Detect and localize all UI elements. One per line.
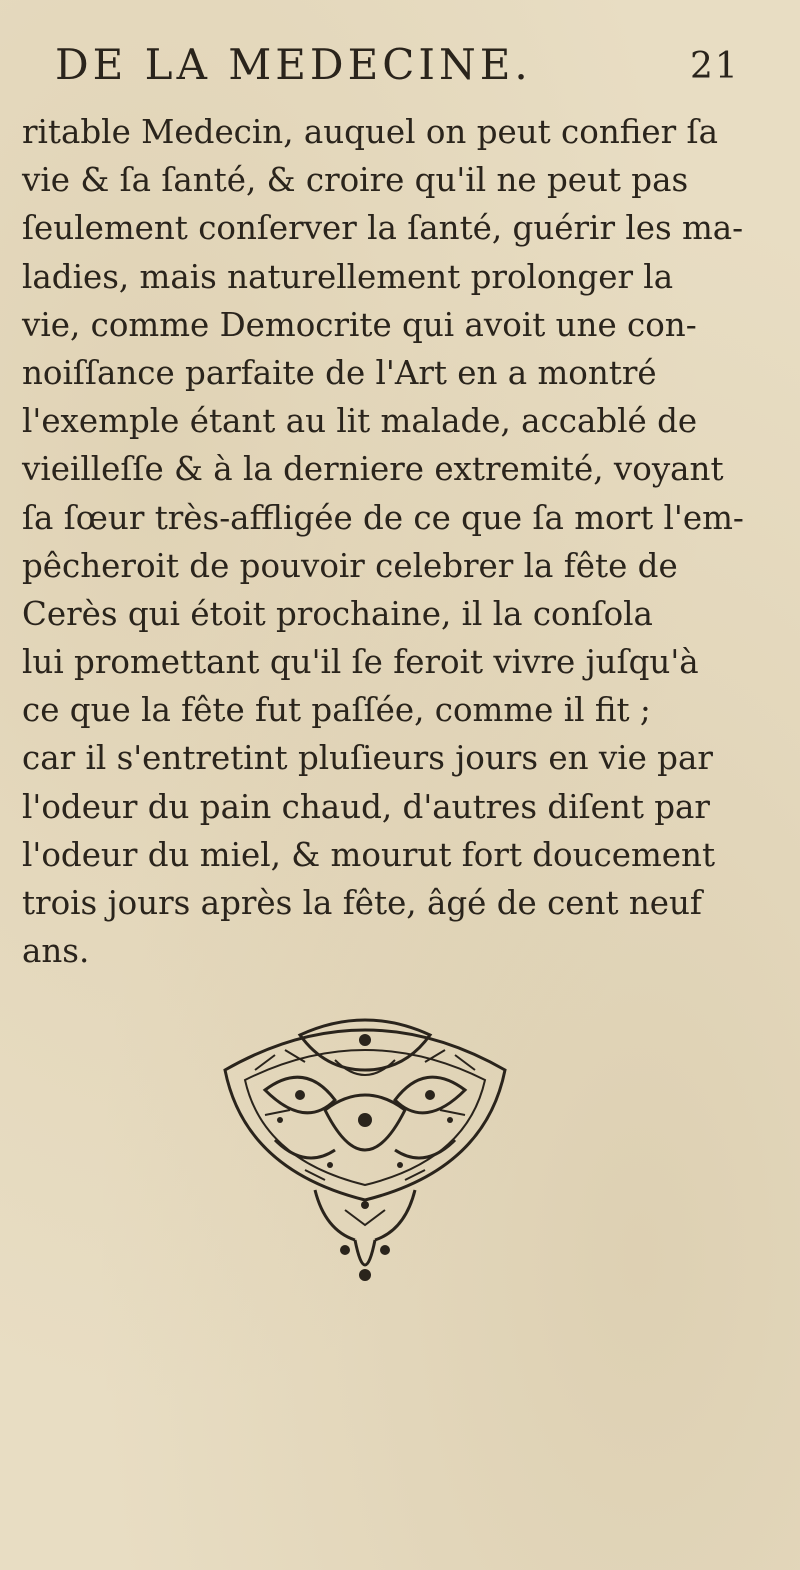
text-line: pêcheroit de pouvoir celebrer la fête de: [22, 546, 678, 585]
text-line: noiſſance parfaite de l'Art en a montré: [22, 353, 657, 392]
page-number: 21: [690, 46, 740, 87]
text-line: ritable Medecin, auquel on peut confier ſa: [22, 113, 718, 151]
text-line: car il s'entretint pluſieurs jours en vie par: [22, 739, 713, 778]
text-line: ce que la fête fut paſſée, comme il fit ;: [22, 691, 651, 730]
text-line: l'odeur du miel, & mourut fort doucement: [22, 835, 716, 874]
text-line: l'exemple étant au lit malade, accablé de: [22, 402, 698, 441]
text-line: vie & ſa ſanté, & croire qu'il ne peut pas: [22, 161, 689, 200]
text-line: ladies, mais naturellement prolonger la: [22, 257, 674, 296]
woodcut-fleuron-icon: [205, 1000, 525, 1300]
text-line: ſa ſœur très-affligée de ce que ſa mort l'em-: [22, 498, 744, 537]
text-line: trois jours après la fête, âgé de cent neuf: [22, 884, 702, 922]
text-line: Cerès qui étoit prochaine, il la conſola: [22, 594, 653, 633]
text-line: vieilleſſe & à la derniere extremité, voyant: [22, 450, 724, 489]
text-line: ans.: [22, 932, 90, 971]
body-text: [22, 108, 782, 975]
text-line: lui promettant qu'il ſe feroit vivre juſqu'à: [22, 643, 699, 682]
text-line: ſeulement conſerver la ſanté, guérir les ma-: [22, 209, 744, 248]
text-line: vie, comme Democrite qui avoit une con-: [22, 305, 697, 344]
running-title: DE LA MEDECINE.: [55, 40, 532, 89]
running-head: [0, 40, 800, 100]
text-line: l'odeur du pain chaud, d'autres diſent par: [22, 787, 710, 826]
